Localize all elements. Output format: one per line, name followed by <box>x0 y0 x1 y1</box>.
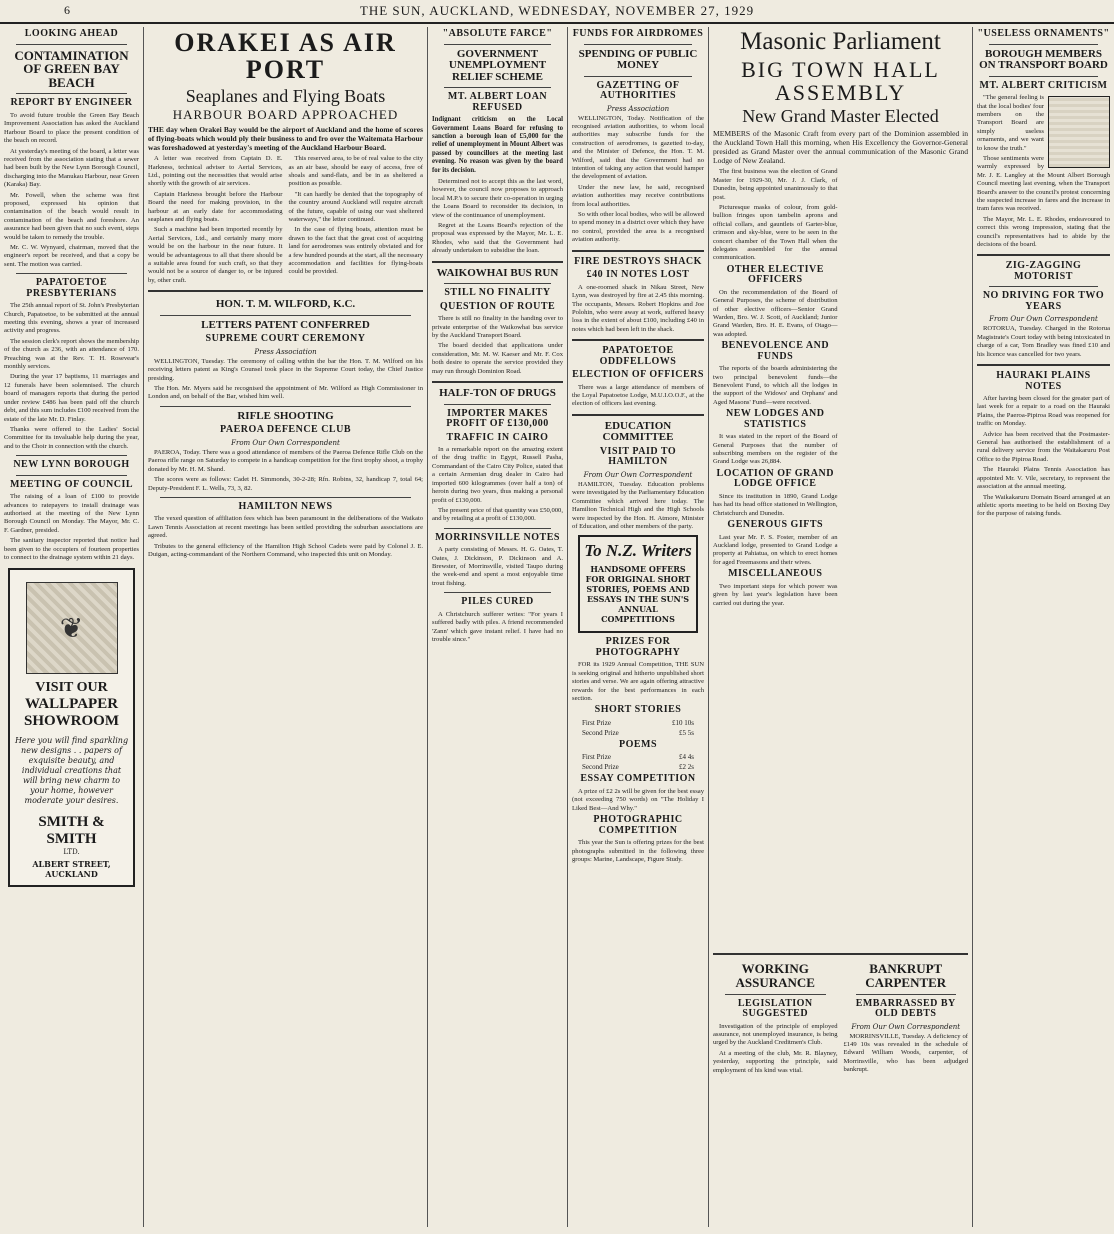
prize-value: £5 5s <box>679 728 694 737</box>
section-heading: HAURAKI PLAINS NOTES <box>996 370 1091 392</box>
category-heading: PHOTOGRAPHIC COMPETITION <box>593 814 683 836</box>
section-heading: HON. T. M. WILFORD, K.C. <box>215 298 356 311</box>
column-4 <box>568 27 708 1227</box>
paragraph: A party consisting of Messrs. H. G. Oates, T. Oates, J. Dickinson, P. Dickinson and A. Brewster, of Morrinsville, visited Taupo during the week-end and spent a most enjoyable time trout fishing. <box>432 546 563 587</box>
paragraph: In the case of flying boats, attention must be drawn to the fact that the great cost of acquiring land for aerodromes was entirely obviated and for a few hundred pounds at the start, all the necessary accommodation and facilities for flying-boats could be provided. <box>288 226 423 276</box>
paragraph: So with other local bodies, who will be allowed to spend money in a district over which they have no control, provided the area is a recognised aviation authority. <box>572 211 704 244</box>
byline: From Our Own Correspondent <box>583 470 693 479</box>
paragraph: This year the Sun is offering prizes for the best photographs submitted in the following three groups: Marine, Landscape, Figure Study. <box>572 839 704 863</box>
paragraph: MORRINSVILLE, Tuesday. A deficiency of £149 10s was revealed in the schedule of Edward William Woods, carpenter, of Morrinsville, who has been adjudged bankrupt. <box>843 1032 968 1074</box>
headline: GOVERNMENT UNEMPLOYMENT RELIEF SCHEME <box>448 47 547 83</box>
prize-row <box>582 753 694 762</box>
section-subheading: EMBARRASSED BY OLD DEBTS <box>855 997 956 1020</box>
subcolumn <box>148 297 423 561</box>
paragraph: Those sentiments were warmly expressed by Mr. J. E. Langley at the Mount Albert Borough Council meeting last evening, when the Transport Board's answer to the council's protest concerning the suspected increase in fares and the increase in tram fares was received. <box>977 154 1110 213</box>
section-heading: PAPATOETOE ODDFELLOWS <box>599 345 677 367</box>
subhead: HARBOUR BOARD APPROACHED <box>172 107 399 123</box>
paragraph: In a remarkable report on the amazing extent of the drug traffic in Egypt, Russell Pasha, Commandant of the Cairo City Police, stated that a certain Armenian drug dealer in Cairo had imported 600 kilogrammes (over half a ton) of heroin during two years, thus making a personal profit of £130,000. <box>432 446 563 504</box>
paragraph: A prize of £2 2s will be given for the best essay (not exceeding 750 words) on "The Holiday I Liked Best—And Why." <box>572 787 704 812</box>
paragraph: After having been closed for the greater part of last week for a repair to a road on the Hauraki Plains, the Paeroa-Pipiroa Road was reopened for traffic on Monday. <box>977 395 1110 428</box>
section-heading: ZIG-ZAGGING MOTORIST <box>1005 260 1082 282</box>
section-subheading: STILL NO FINALITY <box>444 287 551 299</box>
paragraph: Captain Harkness brought before the Harbour Board the need for making provision, in the harbour at an early date for accommodating seaplanes and flying boats. <box>148 190 283 223</box>
subhead: REPORT BY ENGINEER <box>10 97 133 109</box>
masthead-title: THE SUN, AUCKLAND, WEDNESDAY, NOVEMBER 27, 1929 <box>359 3 755 18</box>
paragraph: The scores were as follows: Cadet H. Simmonds, 30-2-28; Rfn. Robins, 32, handicap 7, total 64; Deputy-President F. L. Wells, 73, 3, 82. <box>148 476 423 492</box>
lead-paragraph: MEMBERS of the Masonic Craft from every part of the Dominion assembled in the Auckland Town Hall this morning, when His Excellency the Governor-General presided as Grand Master over the annual communication of the Masonic Grand Lodge of New Zealand. <box>713 129 968 166</box>
paragraph: FOR its 1929 Annual Competition, THE SUN is seeking original and hitherto unpublished short stories and verse. We are again offering attractive rewards for the best performances in each section. <box>572 661 704 702</box>
subhead: Seaplanes and Flying Boats <box>185 85 386 106</box>
section-subheading: ELECTION OF OFFICERS <box>572 369 704 381</box>
subcolumn <box>713 960 838 1077</box>
prize-label: First Prize <box>582 753 611 762</box>
paragraph: Such a machine had been imported recently by Aerial Services, Ltd., and certainly many more would be on the harbour in the near future. It would be advantageous to all that there should be a suitable area found for such craft, so that they would not be a source of danger to, or be injured by, other craft. <box>148 226 283 284</box>
paragraph: The present price of that quantity was £50,000, and by retailing at a profit of £130,000. <box>432 506 563 523</box>
paragraph: There was a large attendance of members of the Loyal Papatoetoe Lodge, M.U.I.O.O.F., at the election of officers last evening. <box>572 383 704 408</box>
section-heading: WORKING ASSURANCE <box>735 961 815 990</box>
lower-columns <box>713 960 968 1077</box>
headline: SPENDING OF PUBLIC MONEY <box>578 47 698 72</box>
prize-value: £4 4s <box>679 753 694 762</box>
kicker: FUNDS FOR AIRDROMES <box>572 28 704 39</box>
section-heading: MISCELLANEOUS <box>728 568 823 580</box>
kicker: "USELESS ORNAMENTS" <box>977 28 1110 39</box>
section-subheading: TRAFFIC IN CAIRO <box>446 431 549 443</box>
masthead <box>0 0 1114 24</box>
paragraph: During the year 17 baptisms, 11 marriages and 12 funerals have been solemnised. The church board of managers reports that during the period under review £486 has been paid off the church debt, and this sum includes £100 received from the estate of the late Mr. D. Finlay. <box>4 373 139 423</box>
paragraph: The Hon. Mr. Myers said he recognised the appointment of Mr. Wilford as High Commissioner in London and, on behalf of the Bar, wished him well. <box>148 385 423 401</box>
paragraph: HAMILTON, Tuesday. Education problems were investigated by the Parliamentary Education Committee which arrived here today. The Hamilton Technical High and the High Schools were inspected by the Hon. H. Atmore, Minister of Education, and other members of the party. <box>572 480 704 530</box>
byline: From Our Own Correspondent <box>231 438 340 447</box>
section-heading: FIRE DESTROYS SHACK <box>574 255 702 267</box>
ad-copy: Here you will find sparkling new designs . . papers of exquisite beauty, and individual creations that will bring new charm to your home, however moderate your desires. <box>14 736 129 806</box>
subhead: GAZETTING OF AUTHORITIES <box>596 79 680 102</box>
section-subheading: PAEROA DEFENCE CLUB <box>220 424 351 436</box>
section-heading: PAPATOETOE PRESBYTERIANS <box>26 277 117 299</box>
paragraph: At yesterday's meeting of the board, a letter was received from the association stating that a sewer had been built by the New Lynn Borough Council, discharging into the Manukau Harbour, near Green (Karaka) Bay. <box>4 147 139 189</box>
byline: From Our Own Correspondent <box>989 315 1098 324</box>
paragraph: Last year Mr. F. S. Foster, member of an Auckland lodge, presented to Grand Lodge a property at Pahiatua, on which to erect homes for aged Freemasons and their wives. <box>713 533 838 566</box>
section-heading: RIFLE SHOOTING <box>237 409 334 422</box>
section-subheading: MEETING OF COUNCIL <box>9 478 134 490</box>
paragraph: Regret at the Loans Board's rejection of the proposal was expressed by the Mayor, Mr. L. E. Rhodes, who said that the Government had already undertaken to subsidise the loan. <box>432 222 563 255</box>
paragraph: Determined not to accept this as the last word, however, the council now proposes to approach local M.P.'s to secure their co-operation in urging the Loans Board to reconsider its decision, in view of the continuance of unemployment. <box>432 177 563 219</box>
ornament-image <box>26 582 118 674</box>
prize-value: £2 2s <box>679 763 694 772</box>
paragraph: The Hauraki Plains Tennis Association has appointed Mr. V. Vile, secretary, to represent the association at the annual meeting. <box>977 466 1110 491</box>
section-heading: BANKRUPT CARPENTER <box>865 961 947 990</box>
column-1 <box>0 27 143 1227</box>
section-subheading: LEGISLATION SUGGESTED <box>737 997 813 1020</box>
writers-title: To N.Z. Writers <box>584 541 692 561</box>
paragraph: The 25th annual report of St. John's Presbyterian Church, Papatoetoe, to be submitted at the annual meeting this evening, shows a year of increased activity and progress. <box>4 302 139 335</box>
paragraph: The board decided that applications under consideration, Mr. M. W. Kaeser and Mr. F. Cox both desire to operate the service provided they may run through Dominion Road. <box>432 342 563 375</box>
page-number: 6 <box>64 3 70 17</box>
subhead: BIG TOWN HALL ASSEMBLY <box>741 57 940 106</box>
prize-value: £10 10s <box>672 718 694 727</box>
column-5 <box>709 27 972 1227</box>
prize-label: Second Prize <box>582 763 619 772</box>
column-6 <box>973 27 1114 1227</box>
kicker: LOOKING AHEAD <box>24 28 119 39</box>
paragraph: It was stated in the report of the Board of General Purposes that the number of subscribing members on the register of the Grand Lodge was 26,884. <box>713 433 838 466</box>
section-heading: EDUCATION COMMITTEE <box>602 419 674 444</box>
column-2 <box>144 27 427 1227</box>
paragraph: WELLINGTON, Today. Notification of the recognised aviation authorities, to whom local authorities may subscribe funds for the construction of aerodromes, is gazetted to-day, and the Minister of Defence, the Hon. T. M. Wilford, said that the Government had no intention of taking any action that would hamper the development of aviation. <box>572 114 704 181</box>
ad-ltd: LTD. <box>63 848 80 857</box>
paragraph: "The general feeling is that the local bodies' four members on the Transport Board are simply useless ornaments, and we want to know the truth." <box>977 94 1044 152</box>
section-heading: OTHER ELECTIVE OFFICERS <box>726 263 824 286</box>
byline: Press Association <box>606 104 670 113</box>
paragraph: The first business was the election of Grand Master for 1929-30, Mr. J. J. Clark, of Dunedin, being appointed unanimously to that post. <box>713 168 838 201</box>
section-subheading: SUPREME COURT CEREMONY <box>205 333 366 345</box>
illustration <box>1048 96 1110 168</box>
paragraph: The Waikakaruru Domain Board arranged at an athletic sports meeting to be held on Boxing Day for the purpose of raising funds. <box>977 493 1110 518</box>
paragraph: Under the new law, he said, recognised aviation authorities may receive contributions from local authorities. <box>572 183 704 208</box>
section-subheading: IMPORTER MAKES PROFIT OF £130,000 <box>446 407 549 430</box>
section-subheading: QUESTION OF ROUTE <box>439 300 556 312</box>
headline: BOROUGH MEMBERS ON TRANSPORT BOARD <box>979 47 1108 72</box>
paragraph: A Christchurch sufferer writes: "For years I suffered badly with piles. A friend recommended 'Zann' which gave instant relief. I have had no trouble since." <box>432 610 563 643</box>
paragraph: PAEROA, Today. There was a good attendance of members of the Paeroa Defence Rifle Club on the Paeroa rifle range on Saturday to compete in a handicap competition for the first trophy shoot, a trophy donated by Mr. H. M. Shand. <box>148 448 423 473</box>
section-subheading: LETTERS PATENT CONFERRED <box>201 318 370 331</box>
paragraph: This reserved area, to be of real value to the city as an air base, should be easy of access, free of shoals and sand-flats, and be in as sheltered a position as possible. <box>288 155 423 188</box>
paragraph: To avoid future trouble the Green Bay Beach Improvement Association has asked the Auckland Harbour Board to place the present condition of the beach on record. <box>4 111 139 145</box>
paragraph: WELLINGTON, Tuesday. The ceremony of calling within the bar the Hon. T. M. Wilford on his receiving letters patent as King's Counsel took place in the Supreme Court today, the Chief Justice presiding. <box>148 357 423 382</box>
section-subheading: NO DRIVING FOR TWO YEARS <box>982 290 1105 312</box>
paragraph: Since its institution in 1890, Grand Lodge has had its head office stationed in Wellington, Christchurch and Dunedin. <box>713 492 838 517</box>
writers-blurb: HANDSOME OFFERS FOR ORIGINAL SHORT STORIES, POEMS AND ESSAYS IN THE SUN'S ANNUAL COMPETITIONS <box>585 564 691 625</box>
section-heading: HALF-TON OF DRUGS <box>439 387 556 400</box>
paragraph: The vexed question of affiliation fees which has been paramount in the deliberations of the Waikato Lawn Tennis Association at recent meetings has been settled providing the suburban associations are agreed. <box>148 515 423 540</box>
headline: Masonic Parliament <box>740 28 941 55</box>
subhead: MT. ALBERT CRITICISM <box>979 79 1108 91</box>
ad-title: WALLPAPER SHOWROOM <box>23 696 119 730</box>
paragraph: The session clerk's report shows the membership of the church as 236, with an attendance of 170. Preaching was at the Rev. T. H. Rosevear's monthly services. <box>4 337 140 371</box>
byline: From Our Own Correspondent <box>851 1022 961 1031</box>
paragraph: Picturesque masks of colour, from gold-bullion fringes upon tambelin aprons and official collars, and gauntlets of Garter-blue, crimson and sky-blue, were to be seen in the concert chamber of the Town Hall when the delegates assembled for the annual communication. <box>713 203 838 262</box>
category-heading: SHORT STORIES <box>594 704 682 716</box>
section-heading: PILES CURED <box>461 596 534 608</box>
paragraph: A letter was received from Captain D. E. Harkness, technical adviser to Aerial Services, Ltd., pointing out the necessities that would arise shortly with the growth of air services. <box>148 155 283 188</box>
category-heading: ESSAY COMPETITION <box>580 773 696 785</box>
section-heading: WAIKOWHAI BUS RUN <box>436 266 559 279</box>
paragraph: Investigation of the principle of employed assurance, not unemployed insurance, is being urged by the Auckland Creditmen's Club. <box>713 1022 838 1047</box>
section-subheading: £40 IN NOTES LOST <box>586 269 690 281</box>
section-subheading: VISIT PAID TO HAMILTON <box>599 445 677 468</box>
lead-paragraph: Indignant criticism on the Local Government Loans Board for refusing to sanction a borough loan of £5,000 for the relief of unemployment in Mount Albert was passed by councillors at the meeting last evening. No reason was given by the board for its decision. <box>432 116 563 174</box>
prize-label: Second Prize <box>582 728 619 737</box>
paragraph: The Mayor, Mr. L. E. Rhodes, endeavoured to correct this wrong impression, stating that the council's representatives had to abide by the decisions of the board. <box>977 215 1110 248</box>
paragraph: A one-roomed shack in Nikau Street, New Lynn, was destroyed by fire at 2.45 this morning. The occupants, Messrs. Robert Hopkins and Joe Polohin, who were away at work, suffered heavy loss in the extent of about £100, including £40 in notes which had been left in the shack. <box>572 283 704 333</box>
lower-columns <box>148 297 423 561</box>
subcolumn <box>844 960 969 1077</box>
prize-row <box>582 729 694 738</box>
prize-row <box>582 719 694 728</box>
lead-paragraph: THE day when Orakei Bay would be the airport of Auckland and the home of scores of flying-boats which would ply their business to and fro over the Waitemata Harbour was foreshadowed at yesterday's meeting of the Auckland Harbour Board. <box>148 125 423 153</box>
section-heading: LOCATION OF GRAND LODGE OFFICE <box>716 467 834 490</box>
section-heading: PRIZES FOR PHOTOGRAPHY <box>595 636 681 658</box>
paragraph: At a meeting of the club, Mr. R. Blayney, yesterday, supporting the principle, said employment of his kind was vital. <box>713 1049 838 1074</box>
kicker: "ABSOLUTE FARCE" <box>442 28 553 39</box>
writers-competition-box <box>578 535 698 633</box>
subhead: New Grand Master Elected <box>742 106 939 127</box>
wallpaper-advertisement <box>8 568 135 887</box>
headline: CONTAMINATION OF GREEN BAY BEACH <box>14 47 129 90</box>
section-heading: BENEVOLENCE AND FUNDS <box>721 340 830 362</box>
paragraph: Tributes to the general efficiency of the Hamilton High School Cadets were paid by Colonel J. E. Duigan, acting-commandant of the Northern Command, who inspected this unit on Monday. <box>148 542 423 559</box>
article-columns <box>713 168 968 948</box>
column-3 <box>428 27 567 1227</box>
paragraph: Mr. C. W. Wynyard, chairman, moved that the engineer's report be received, and that a copy be sent. The motion was carried. <box>4 244 139 268</box>
section-heading: HAMILTON NEWS <box>238 500 333 512</box>
byline: Press Association <box>254 347 317 356</box>
paragraph: On the recommendation of the Board of General Purposes, the scheme of distribution of other elective officers—Senior Grand Warden, Bro. W. J. Scott, of Auckland; Junior Grand Warden, Bro. H. E. Evans, of Otago—was adopted. <box>713 288 838 338</box>
section-heading: NEW LYNN BOROUGH <box>13 459 130 471</box>
ad-line: VISIT OUR <box>35 680 108 696</box>
headline: ORAKEI AS AIR PORT <box>174 28 397 85</box>
paragraph: The reports of the boards administering the two principal benevolent funds—the Benevolent Fund, to which all the lodges in the support of the Widows' and Orphans' and Aged Masons' Fund—were received. <box>713 365 838 406</box>
paragraph: Thanks were offered to the Ladies' Social Committee for its invaluable help during the year, and to the Choir in connection with the church. <box>4 425 139 450</box>
paragraph: There is still no finality in the handing over to private enterprise of the Waikowhai bus service by the Auckland Transport Board. <box>432 315 563 339</box>
paragraph: The raising of a loan of £100 to provide advances to ratepayers to install drainage was authorised at the meeting of the New Lynn Borough Council on Monday. The Mayor, Mr. C. F. Gardner, presided. <box>4 493 139 534</box>
category-heading: POEMS <box>618 738 658 750</box>
section-heading: MORRINSVILLE NOTES <box>435 531 560 543</box>
subhead: MT. ALBERT LOAN REFUSED <box>447 91 548 113</box>
ad-address: ALBERT STREET, AUCKLAND <box>32 859 111 880</box>
paragraph: Advice has been received that the Postmaster-General has authorised the establishment of a rural delivery service from the Waitakaruru Post Office to the Pipiroa Road. <box>977 430 1110 463</box>
paragraph: The sanitary inspector reported that notice had been given to the occupiers of fourteen properties to connect to the drainage system within 21 days. <box>4 537 139 561</box>
paragraph: Two important steps for which power was given by last year's legislation have been carried out during the year. <box>713 582 838 607</box>
prize-row <box>582 763 694 772</box>
article-columns <box>148 155 423 285</box>
section-heading: GENEROUS GIFTS <box>727 519 824 531</box>
section-heading: NEW LODGES AND STATISTICS <box>725 408 825 430</box>
paragraph: ROTORUA, Tuesday. Charged in the Rotorua Magistrate's Court today with being intoxicated in charge of a car, Tom Bradley was fined £10 and his licence was cancelled for two years. <box>977 325 1110 358</box>
fleuron-icon: ❦ <box>59 611 84 645</box>
paragraph: Mr. Fowell, when the scheme was first proposed, expressed his opinion that contamination of the beach would result in contamination of the beach and foreshore. An assurance had been given that no such event, steps would be taken to remedy the trouble. <box>4 191 139 241</box>
paragraph: "It can hardly be denied that the topography of the country around Auckland will require aircraft of the future, capable of using our vast sheltered waterways," the letter continued. <box>288 190 423 223</box>
prize-label: First Prize <box>582 718 611 727</box>
ad-firm: SMITH & SMITH <box>38 814 105 848</box>
